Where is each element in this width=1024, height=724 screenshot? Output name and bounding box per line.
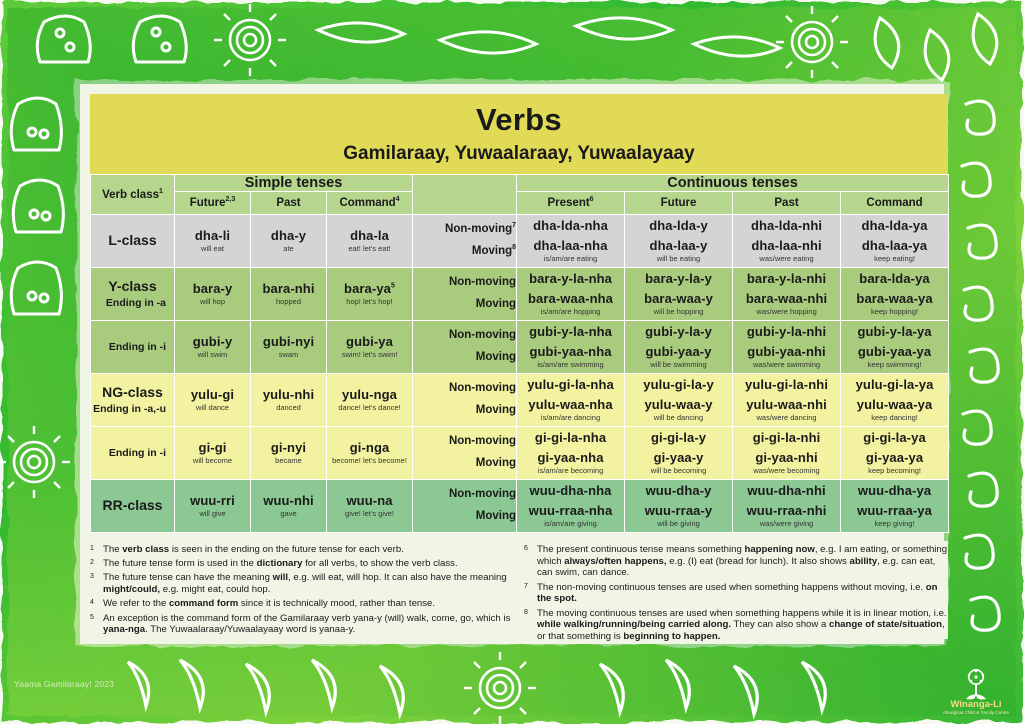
table-row [91, 480, 949, 533]
header-simple-command: Command$^4$ [327, 192, 413, 215]
footnote [524, 544, 948, 579]
verb-class-name: NG-class [102, 383, 163, 400]
header-simple-future: Future$^{2,3}$ [175, 192, 251, 215]
non-moving-form: gi-gi-la-ya [863, 430, 926, 446]
footnote-text: An exception is the command form of the Gamilaraay verb yana-y (will) walk, come, go, which is yana-nga. The Yuwaalaraay/Yuwaalayaay word is yanaa-y. [103, 612, 511, 636]
moving-form: bara-waa-ya [856, 290, 933, 306]
verb-form: wuu-nhi [263, 492, 314, 508]
verb-form: gi-nyi [270, 439, 307, 455]
verb-class-cell [91, 427, 175, 480]
verb-form: yulu-nga [342, 386, 397, 402]
continuous-gloss: is/am/are eating [543, 253, 598, 263]
moving-label: Moving [475, 298, 517, 310]
continuous-tense-cell [841, 268, 949, 321]
motion-label-cell [413, 215, 517, 268]
moving-form: gubi-yaa-nha [529, 343, 612, 359]
verb-form: dha-y [270, 227, 307, 243]
simple-tense-cell [327, 480, 413, 533]
moving-form: dha-laa-ya [861, 237, 928, 253]
non-moving-label: Non-moving [448, 329, 517, 342]
footnote-number: 4 [90, 599, 94, 607]
continuous-gloss: will be becoming [650, 465, 707, 475]
simple-tense-cell [327, 321, 413, 374]
non-moving-form: gubi-y-la-y [645, 324, 712, 340]
continuous-gloss: is/am/are becoming [537, 465, 604, 475]
table-header-group-row [91, 175, 949, 192]
header-simple-past: Past [251, 192, 327, 215]
continuous-tense-cell [733, 374, 841, 427]
verb-form: gi-nga [349, 439, 390, 455]
motion-label-cell [413, 321, 517, 374]
footnote [524, 608, 948, 643]
non-moving-form: bara-y-la-nha [529, 271, 612, 287]
continuous-tense-cell [625, 480, 733, 533]
continuous-tense-cell [841, 215, 949, 268]
simple-tense-cell [327, 374, 413, 427]
continuous-tense-cell [517, 427, 625, 480]
title-band [90, 94, 948, 174]
simple-tense-cell [251, 374, 327, 427]
moving-label: Moving$^8$ [471, 244, 517, 257]
verb-gloss: will dance [196, 402, 229, 412]
moving-form: gubi-yaa-y [645, 343, 712, 359]
simple-tense-cell [327, 268, 413, 321]
footnote-text: The non-moving continuous tenses are used when something happens without moving, i.e. on the spot. [537, 581, 938, 605]
simple-tense-cell [175, 374, 251, 427]
non-moving-form: wuu-dha-y [645, 483, 712, 499]
verb-gloss: give! let's give! [345, 508, 394, 518]
continuous-gloss: was/were becoming [753, 465, 820, 475]
verb-class-cell [91, 321, 175, 374]
moving-label: Moving [475, 510, 517, 522]
table-row [91, 374, 949, 427]
footnote-number: 7 [524, 582, 528, 590]
non-moving-form: yulu-gi-la-y [643, 377, 714, 393]
verb-gloss: became [275, 455, 302, 465]
verb-gloss: swim! let's swim! [341, 349, 398, 359]
verb-gloss: will hop [199, 296, 225, 306]
verb-class-cell [91, 374, 175, 427]
logo-name: Winanga-Li [950, 699, 1002, 711]
non-moving-form: wuu-dha-nhi [747, 483, 826, 499]
non-moving-form: gubi-y-la-nhi [746, 324, 827, 340]
non-moving-label: Non-moving [448, 276, 517, 289]
verb-conjugation-table [90, 174, 949, 533]
non-moving-form: bara-y-la-nhi [746, 271, 827, 287]
verb-form: bara-y [192, 280, 233, 296]
simple-tense-cell [251, 215, 327, 268]
continuous-gloss: was/were giving [759, 518, 814, 528]
logo-tagline: Aboriginal Child & Family Centre [942, 710, 1010, 716]
page-subtitle: Gamilaraay, Yuwaalaraay, Yuwaalayaay [343, 142, 695, 164]
verb-gloss: hopped [275, 296, 302, 306]
verb-form: dha-li [194, 227, 231, 243]
header-verb-class: Verb class$^1$ [91, 175, 175, 215]
simple-tense-cell [251, 321, 327, 374]
footnote-number: 3 [90, 573, 94, 581]
verb-form: gubi-ya [346, 333, 393, 349]
continuous-gloss: is/am/are swimming [537, 359, 604, 369]
non-moving-form: gi-gi-la-nhi [752, 430, 821, 446]
verb-form: bara-nhi [262, 280, 315, 296]
footnotes-area [90, 541, 948, 642]
moving-form: gi-yaa-nha [537, 449, 604, 465]
continuous-tense-cell [517, 215, 625, 268]
moving-form: yulu-waa-nha [528, 396, 613, 412]
continuous-gloss: keep dancing! [871, 412, 918, 422]
continuous-tense-cell [517, 268, 625, 321]
header-continuous-command: Command [841, 192, 949, 215]
verb-gloss: danced [276, 402, 301, 412]
motion-label-cell [413, 268, 517, 321]
verb-form: wuu-rri [190, 492, 235, 508]
verb-form: bara-$ya^5$ [344, 280, 395, 296]
winanga-li-logo [940, 654, 1012, 716]
verb-form: wuu-na [346, 492, 393, 508]
continuous-tense-cell [841, 427, 949, 480]
table-header-column-row [91, 192, 949, 215]
verb-form: gubi-y [192, 333, 233, 349]
footnote [90, 572, 514, 595]
continuous-gloss: was/were eating [759, 253, 814, 263]
footnote-text: The present continuous tense means something happening now, e.g. I am eating, or something which always/often happens, e.g. (I) eat (bread for lunch). It also shows ability, e.g. can eat, can swim, can dance. [537, 544, 948, 579]
non-moving-form: dha-lda-nhi [750, 218, 823, 234]
non-moving-form: yulu-gi-la-nhi [745, 377, 829, 393]
non-moving-form: yulu-gi-la-nha [527, 377, 614, 393]
moving-form: dha-laa-nha [533, 237, 608, 253]
simple-tense-cell [175, 215, 251, 268]
verb-gloss: eat! let's eat! [348, 243, 391, 253]
verb-class-cell [91, 480, 175, 533]
footnote-number: 2 [90, 559, 94, 567]
continuous-tense-cell [625, 374, 733, 427]
moving-label: Moving [475, 404, 517, 416]
table-row [91, 321, 949, 374]
non-moving-form: gi-gi-la-nha [534, 430, 607, 446]
simple-tense-cell [251, 427, 327, 480]
simple-tense-cell [175, 427, 251, 480]
verb-gloss: will eat [201, 243, 224, 253]
continuous-tense-cell [841, 480, 949, 533]
footnote-text: We refer to the command form since it is technically mood, rather than tense. [103, 598, 436, 610]
moving-form: wuu-rraa-nhi [746, 502, 827, 518]
verb-form: gi-gi [198, 439, 227, 455]
continuous-gloss: will be swimming [650, 359, 707, 369]
non-moving-form: gi-gi-la-y [650, 430, 707, 446]
continuous-gloss: keep hopping! [870, 306, 919, 316]
verb-class-name: L-class [108, 232, 157, 249]
continuous-tense-cell [733, 268, 841, 321]
non-moving-form: bara-lda-ya [859, 271, 930, 287]
moving-form: wuu-rraa-nha [528, 502, 613, 518]
verb-class-ending: Ending in -i [108, 447, 166, 460]
continuous-gloss: was/were swimming [752, 359, 821, 369]
simple-tense-cell [251, 480, 327, 533]
non-moving-label: Non-moving [448, 382, 517, 395]
moving-form: bara-waa-y [644, 290, 713, 306]
verb-form: dha-la [350, 227, 389, 243]
continuous-gloss: keep eating! [874, 253, 915, 263]
header-continuous-past: Past [733, 192, 841, 215]
simple-tense-cell [327, 215, 413, 268]
verb-class-cell [91, 215, 175, 268]
moving-form: bara-waa-nha [528, 290, 614, 306]
continuous-gloss: is/am/are hopping [540, 306, 601, 316]
moving-label: Moving [475, 457, 517, 469]
non-moving-label: Non-moving$^7$ [445, 222, 517, 236]
moving-form: wuu-rraa-ya [857, 502, 932, 518]
moving-form: bara-waa-nhi [745, 290, 828, 306]
verb-gloss: gave [280, 508, 297, 518]
moving-form: gubi-yaa-nhi [747, 343, 826, 359]
continuous-gloss: will be giving [657, 518, 700, 528]
footnote-text: The verb class is seen in the ending on the future tense for each verb. [103, 544, 404, 555]
credit-text: Yaama Gamilaraay! 2023 [14, 679, 115, 689]
continuous-gloss: keep swimming! [867, 359, 922, 369]
continuous-tense-cell [625, 268, 733, 321]
continuous-gloss: keep becoming! [868, 465, 922, 475]
verb-gloss: become! let's become! [332, 455, 407, 465]
moving-form: yulu-waa-nhi [746, 396, 827, 412]
simple-tense-cell [327, 427, 413, 480]
continuous-gloss: will be eating [656, 253, 701, 263]
continuous-tense-cell [733, 427, 841, 480]
verb-class-ending: Ending in -i [108, 341, 166, 354]
footnote-text: The future tense form is used in the dictionary for all verbs, to show the verb class. [103, 558, 458, 570]
moving-form: gubi-yaa-ya [857, 343, 932, 359]
non-moving-form: dha-lda-y [649, 218, 708, 234]
verb-class-ending: Ending in -a [105, 297, 166, 310]
simple-tense-cell [175, 480, 251, 533]
moving-form: yulu-waa-ya [856, 396, 933, 412]
non-moving-form: gubi-y-la-ya [857, 324, 932, 340]
moving-form: dha-laa-y [649, 237, 708, 253]
non-moving-label: Non-moving [448, 488, 517, 501]
header-continuous-tenses: Continuous tenses [517, 175, 949, 192]
verb-class-name: RR-class [102, 497, 163, 514]
continuous-tense-cell [841, 374, 949, 427]
table-row [91, 427, 949, 480]
continuous-gloss: is/am/are giving [544, 518, 597, 528]
page-title: Verbs [476, 102, 562, 138]
footnote [90, 598, 514, 610]
footnote-number: 1 [90, 545, 94, 552]
continuous-gloss: keep giving! [874, 518, 915, 528]
simple-tense-cell [175, 268, 251, 321]
continuous-tense-cell [733, 321, 841, 374]
continuous-tense-cell [517, 321, 625, 374]
continuous-tense-cell [625, 215, 733, 268]
moving-form: gi-yaa-ya [865, 449, 924, 465]
non-moving-form: dha-lda-nha [533, 218, 608, 234]
motion-label-cell [413, 374, 517, 427]
footnote-number: 5 [90, 613, 94, 621]
non-moving-form: yulu-gi-la-ya [855, 377, 934, 393]
continuous-gloss: was/were dancing [756, 412, 817, 422]
verb-gloss: will become [192, 455, 233, 465]
footnote [90, 544, 514, 556]
moving-label: Moving [475, 351, 517, 363]
continuous-gloss: will be hopping [653, 306, 704, 316]
moving-form: gi-yaa-y [653, 449, 704, 465]
verb-gloss: dance! let's dance! [338, 402, 401, 412]
continuous-gloss: is/am/are dancing [540, 412, 601, 422]
footnotes-left-column [90, 544, 514, 639]
continuous-tense-cell [733, 480, 841, 533]
continuous-gloss: was/were hopping [756, 306, 817, 316]
simple-tense-cell [251, 268, 327, 321]
motion-label-cell [413, 427, 517, 480]
verb-form: gubi-nyi [262, 333, 315, 349]
continuous-tense-cell [625, 321, 733, 374]
verb-class-name: Y-class [108, 277, 157, 294]
moving-form: gi-yaa-nhi [755, 449, 818, 465]
footnote [524, 582, 948, 605]
continuous-tense-cell [733, 215, 841, 268]
motion-label-cell [413, 480, 517, 533]
verb-form: yulu-nhi [262, 386, 315, 402]
non-moving-form: bara-y-la-y [645, 271, 712, 287]
simple-tense-cell [175, 321, 251, 374]
footnote [90, 558, 514, 570]
moving-form: yulu-waa-y [644, 396, 713, 412]
table-row [91, 268, 949, 321]
tree-icon [956, 668, 996, 700]
non-moving-form: wuu-dha-ya [857, 483, 932, 499]
non-moving-form: gubi-y-la-nha [529, 324, 612, 340]
verb-gloss: hop! let's hop! [346, 296, 393, 306]
moving-form: dha-laa-nhi [751, 237, 822, 253]
header-continuous-future: Future [625, 192, 733, 215]
header-simple-tenses: Simple tenses [175, 175, 413, 192]
verb-gloss: will swim [197, 349, 228, 359]
continuous-tense-cell [625, 427, 733, 480]
footnote [90, 613, 514, 636]
verb-gloss: ate [283, 243, 294, 253]
verb-gloss: will give [199, 508, 226, 518]
header-motion-spacer [413, 175, 517, 215]
verb-class-cell [91, 268, 175, 321]
moving-form: wuu-rraa-y [644, 502, 713, 518]
footnote-number: 8 [524, 608, 528, 616]
continuous-tense-cell [517, 374, 625, 427]
continuous-tense-cell [841, 321, 949, 374]
table-row [91, 215, 949, 268]
header-continuous-present: Present$^6$ [517, 192, 625, 215]
verb-class-ending: Ending in -a,-u [93, 403, 166, 416]
footnote-number: 6 [524, 545, 528, 552]
footnote-text: The future tense can have the meaning will, e.g. will eat, will hop. It can also have the meaning might/could, e.g. might eat, could hop. [103, 572, 507, 596]
continuous-gloss: will be dancing [653, 412, 704, 422]
footnote-text: The moving continuous tenses are used when something happens while it is in linear motion, i.e. while walking/running/being carried along. They can also show a change of state/situation, or that something is beginning to happen. [537, 607, 947, 642]
continuous-tense-cell [517, 480, 625, 533]
non-moving-label: Non-moving [448, 435, 517, 448]
footnotes-right-column [524, 544, 948, 642]
verb-form: yulu-gi [190, 386, 235, 402]
non-moving-form: dha-lda-ya [861, 218, 928, 234]
non-moving-form: wuu-dha-nha [529, 483, 612, 499]
verb-gloss: swam [278, 349, 299, 359]
